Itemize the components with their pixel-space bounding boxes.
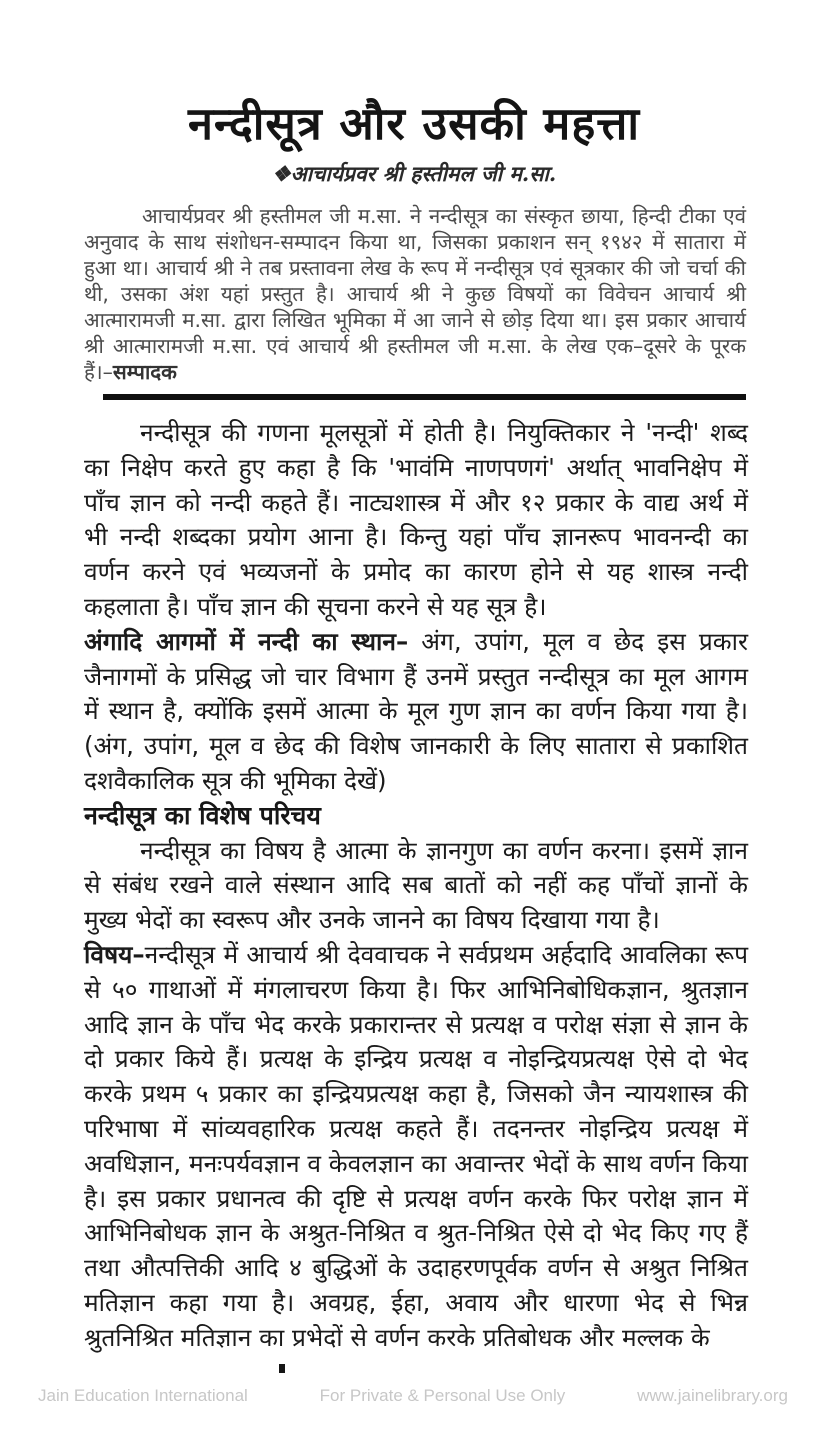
ink-speck-mark <box>279 1364 285 1373</box>
paragraph-lead-rest: नन्दीसूत्र में आचार्य श्री देववाचक ने सर्वप्रथम अर्हदादि आवलिका रूप से ५० गाथाओं में मंगलाचरण किया है। फिर आभिनिबोधिकज्ञान, श्रुतज्ञान आदि ज्ञान के पाँच भेद करके प्रकारान्तर से प्रत्यक्ष व परोक्ष संज्ञा से ज्ञान के दो प्रकार किये हैं। प्रत्यक्ष के इन्द्रिय प्रत्यक्ष व नोइन्द्रियप्रत्यक्ष ऐसे दो भेद करके प्रथम ५ प्रकार का इन्द्रियप्रत्यक्ष कहा है, जिसको जैन न्यायशास्त्र की परिभाषा में सांव्यवहारिक प्रत्यक्ष कहते हैं। तदनन्तर नोइन्द्रिय प्रत्यक्ष में अवधिज्ञान, मनःपर्यवज्ञान व केवलज्ञान का अवान्तर भेदों के साथ वर्णन किया है। इस प्रकार प्रधानत्व की दृष्टि से प्रत्यक्ष वर्णन करके फिर परोक्ष ज्ञान में आभिनिबोधक ज्ञान के अश्रुत-निश्रित व श्रुत-निश्रित ऐसे दो भेद किए गए हैं तथा औत्पत्तिकी आदि ४ बुद्धिओं के उदाहरणपूर्वक वर्णन से अश्रुत निश्रित मतिज्ञान कहा गया है। अवग्रह, ईहा, अवाय और धारणा भेद से भिन्न श्रुतनिश्रित मतिज्ञान का प्रभेदों से वर्णन करके प्रतिबोधक और मल्लक के <box>84 939 748 1352</box>
paragraph-agam-position <box>84 625 748 799</box>
ornament-icon: ❖ <box>271 161 291 186</box>
scan-footer <box>0 1386 828 1406</box>
editor-signoff: सम्पादक <box>112 360 177 384</box>
paragraph-lead-bold: अंगादि आगमों में नन्दी का स्थान– <box>84 626 409 656</box>
section-heading-parichay: नन्दीसूत्र का विशेष परिचय <box>84 800 321 830</box>
article-body <box>84 416 748 1356</box>
scanned-document-page <box>0 92 828 1430</box>
footer-publisher: Jain Education International <box>38 1386 248 1405</box>
horizontal-divider-rule <box>103 394 746 400</box>
footer-usage-note: For Private & Personal Use Only <box>319 1386 566 1405</box>
author-byline <box>0 160 828 188</box>
page-title: नन्दीसूत्र और उसकी महत्ता <box>188 97 640 150</box>
editor-note <box>84 203 746 385</box>
author-name: आचार्यप्रवर श्री हस्तीमल जी म.सा. <box>290 161 557 186</box>
paragraph-lead-rest: अंग, उपांग, मूल व छेद इस प्रकार जैनागमों के प्रसिद्ध जो चार विभाग हैं उनमें प्रस्तुत नन्दीसूत्र का मूल आगम में स्थान है, क्योंकि इसमें आत्मा के मूल गुण ज्ञान का वर्णन किया गया है। (अंग, उपांग, मूल व छेद की विशेष जानकारी के लिए सातारा से प्रकाशित दशवैकालिक सूत्र की भूमिका देखें) <box>84 626 748 795</box>
editor-note-text: आचार्यप्रवर श्री हस्तीमल जी म.सा. ने नन्दीसूत्र का संस्कृत छाया, हिन्दी टीका एवं अनुवाद के साथ संशोधन-सम्पादन किया था, जिसका प्रकाशन सन् १९४२ में सातारा में हुआ था। आचार्य श्री ने तब प्रस्तावना लेख के रूप में नन्दीसूत्र एवं सूत्रकार की जो चर्चा की थी, उसका अंश यहां प्रस्तुत है। आचार्य श्री ने कुछ विषयों का विवेचन आचार्य श्री आत्मारामजी म.सा. द्वारा लिखित भूमिका में आ जाने से छोड़ दिया था। इस प्रकार आचार्य श्री आत्मारामजी म.सा. एवं आचार्य श्री हस्तीमल जी म.सा. के लेख एक–दूसरे के पूरक हैं।– <box>84 204 746 384</box>
paragraph-intro: नन्दीसूत्र की गणना मूलसूत्रों में होती है। नियुक्तिकार ने 'नन्दी' शब्द का निक्षेप करते हुए कहा है कि 'भावंमि नाणपणगं' अर्थात् भावनिक्षेप में पाँच ज्ञान को नन्दी कहते हैं। नाट्यशास्त्र में और १२ प्रकार के वाद्य अर्थ में भी नन्दी शब्दका प्रयोग आना है। किन्तु यहां पाँच ज्ञानरूप भावनन्दी का वर्णन करने एवं भव्यजनों के प्रमोद का कारण होने से यह शास्त्र नन्दी कहलाता है। पाँच ज्ञान की सूचना करने से यह सूत्र है। <box>84 418 748 621</box>
paragraph-vishay-detail <box>84 938 748 1356</box>
paragraph-lead-bold: विषय– <box>84 939 145 969</box>
paragraph-vishay-intro: नन्दीसूत्र का विषय है आत्मा के ज्ञानगुण का वर्णन करना। इसमें ज्ञान से संबंध रखने वाले संस्थान आदि सब बातों को नहीं कह पाँचों ज्ञानों के मुख्य भेदों का स्वरूप और उनके जानने का विषय दिखाया गया है। <box>84 835 748 935</box>
footer-website: www.jainelibrary.org <box>637 1386 788 1405</box>
